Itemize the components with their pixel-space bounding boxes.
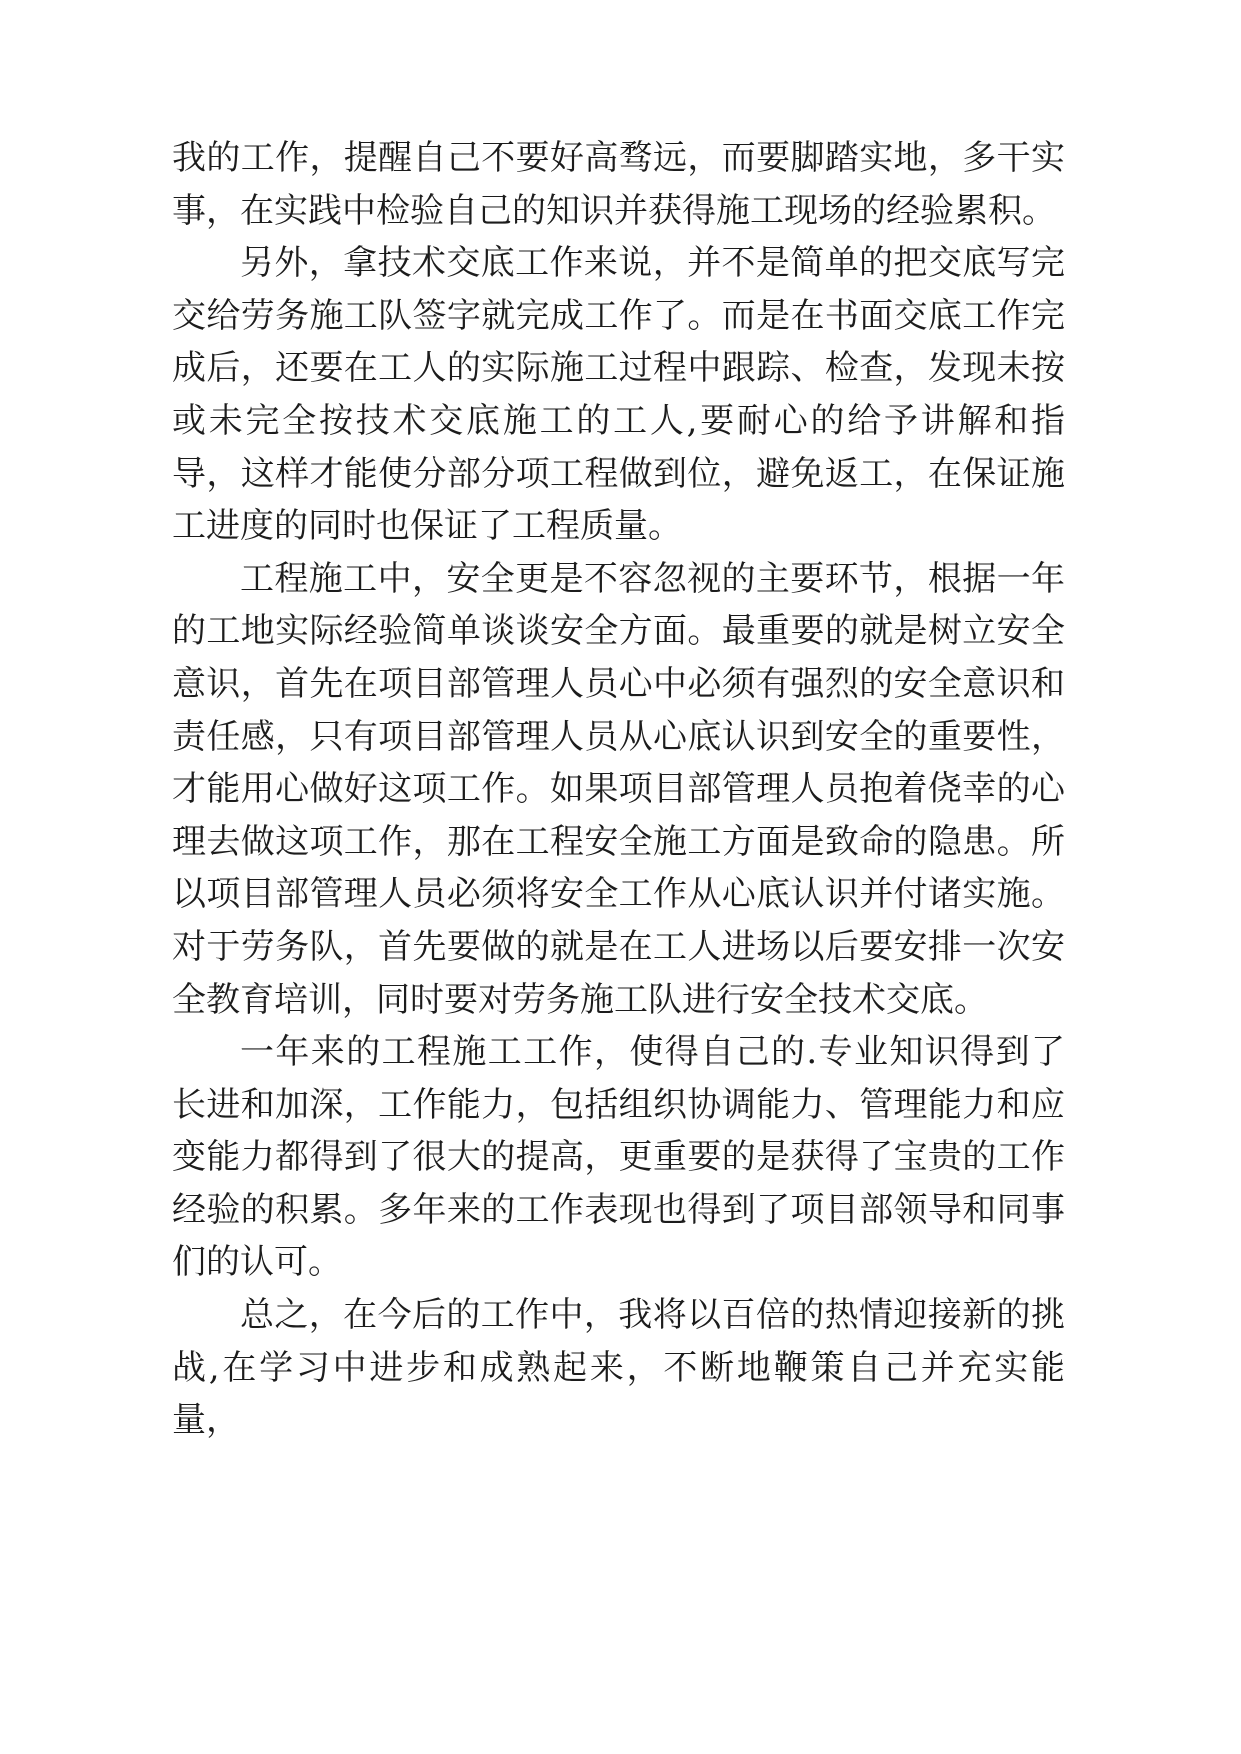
paragraph-safety: 工程施工中，安全更是不容忽视的主要环节，根据一年的工地实际经验简单谈谈安全方面。最重要的就是树立安全意识，首先在项目部管理人员心中必须有强烈的安全意识和责任感，只有项目部管理人员从心底认识到安全的重要性，才能用心做好这项工作。如果项目部管理人员抱着侥幸的心理去做这项工作，那在工程安全施工方面是致命的隐患。所以项目部管理人员必须将安全工作从心底认识并付诸实施。对于劳务队，首先要做的就是在工人进场以后要安排一次安全教育培训，同时要对劳务施工队进行安全技术交底。 [172, 558, 1065, 1020]
paragraph-conclusion: 总之，在今后的工作中，我将以百倍的热情迎接新的挑战,在学习中进步和成熟起来，不断地鞭策自己并充实能量， [172, 1295, 1065, 1441]
paragraph-yearly-growth: 一年来的工程施工工作，使得自己的.专业知识得到了长进和加深，工作能力，包括组织协调能力、管理能力和应变能力都得到了很大的提高，更重要的是获得了宝贵的工作经验的积累。多年来的工作表现也得到了项目部领导和同事们的认可。 [172, 1032, 1065, 1283]
paragraph-continuation: 我的工作，提醒自己不要好高骛远，而要脚踏实地，多干实事，在实践中检验自己的知识并获得施工现场的经验累积。 [172, 138, 1065, 231]
paragraph-technical-disclosure: 另外，拿技术交底工作来说，并不是简单的把交底写完交给劳务施工队签字就完成工作了。而是在书面交底工作完成后，还要在工人的实际施工过程中跟踪、检查，发现未按或未完全按技术交底施工的工人,要耐心的给予讲解和指导，这样才能使分部分项工程做到位，避免返工，在保证施工进度的同时也保证了工程质量。 [172, 243, 1065, 547]
document-body [172, 132, 1065, 1447]
